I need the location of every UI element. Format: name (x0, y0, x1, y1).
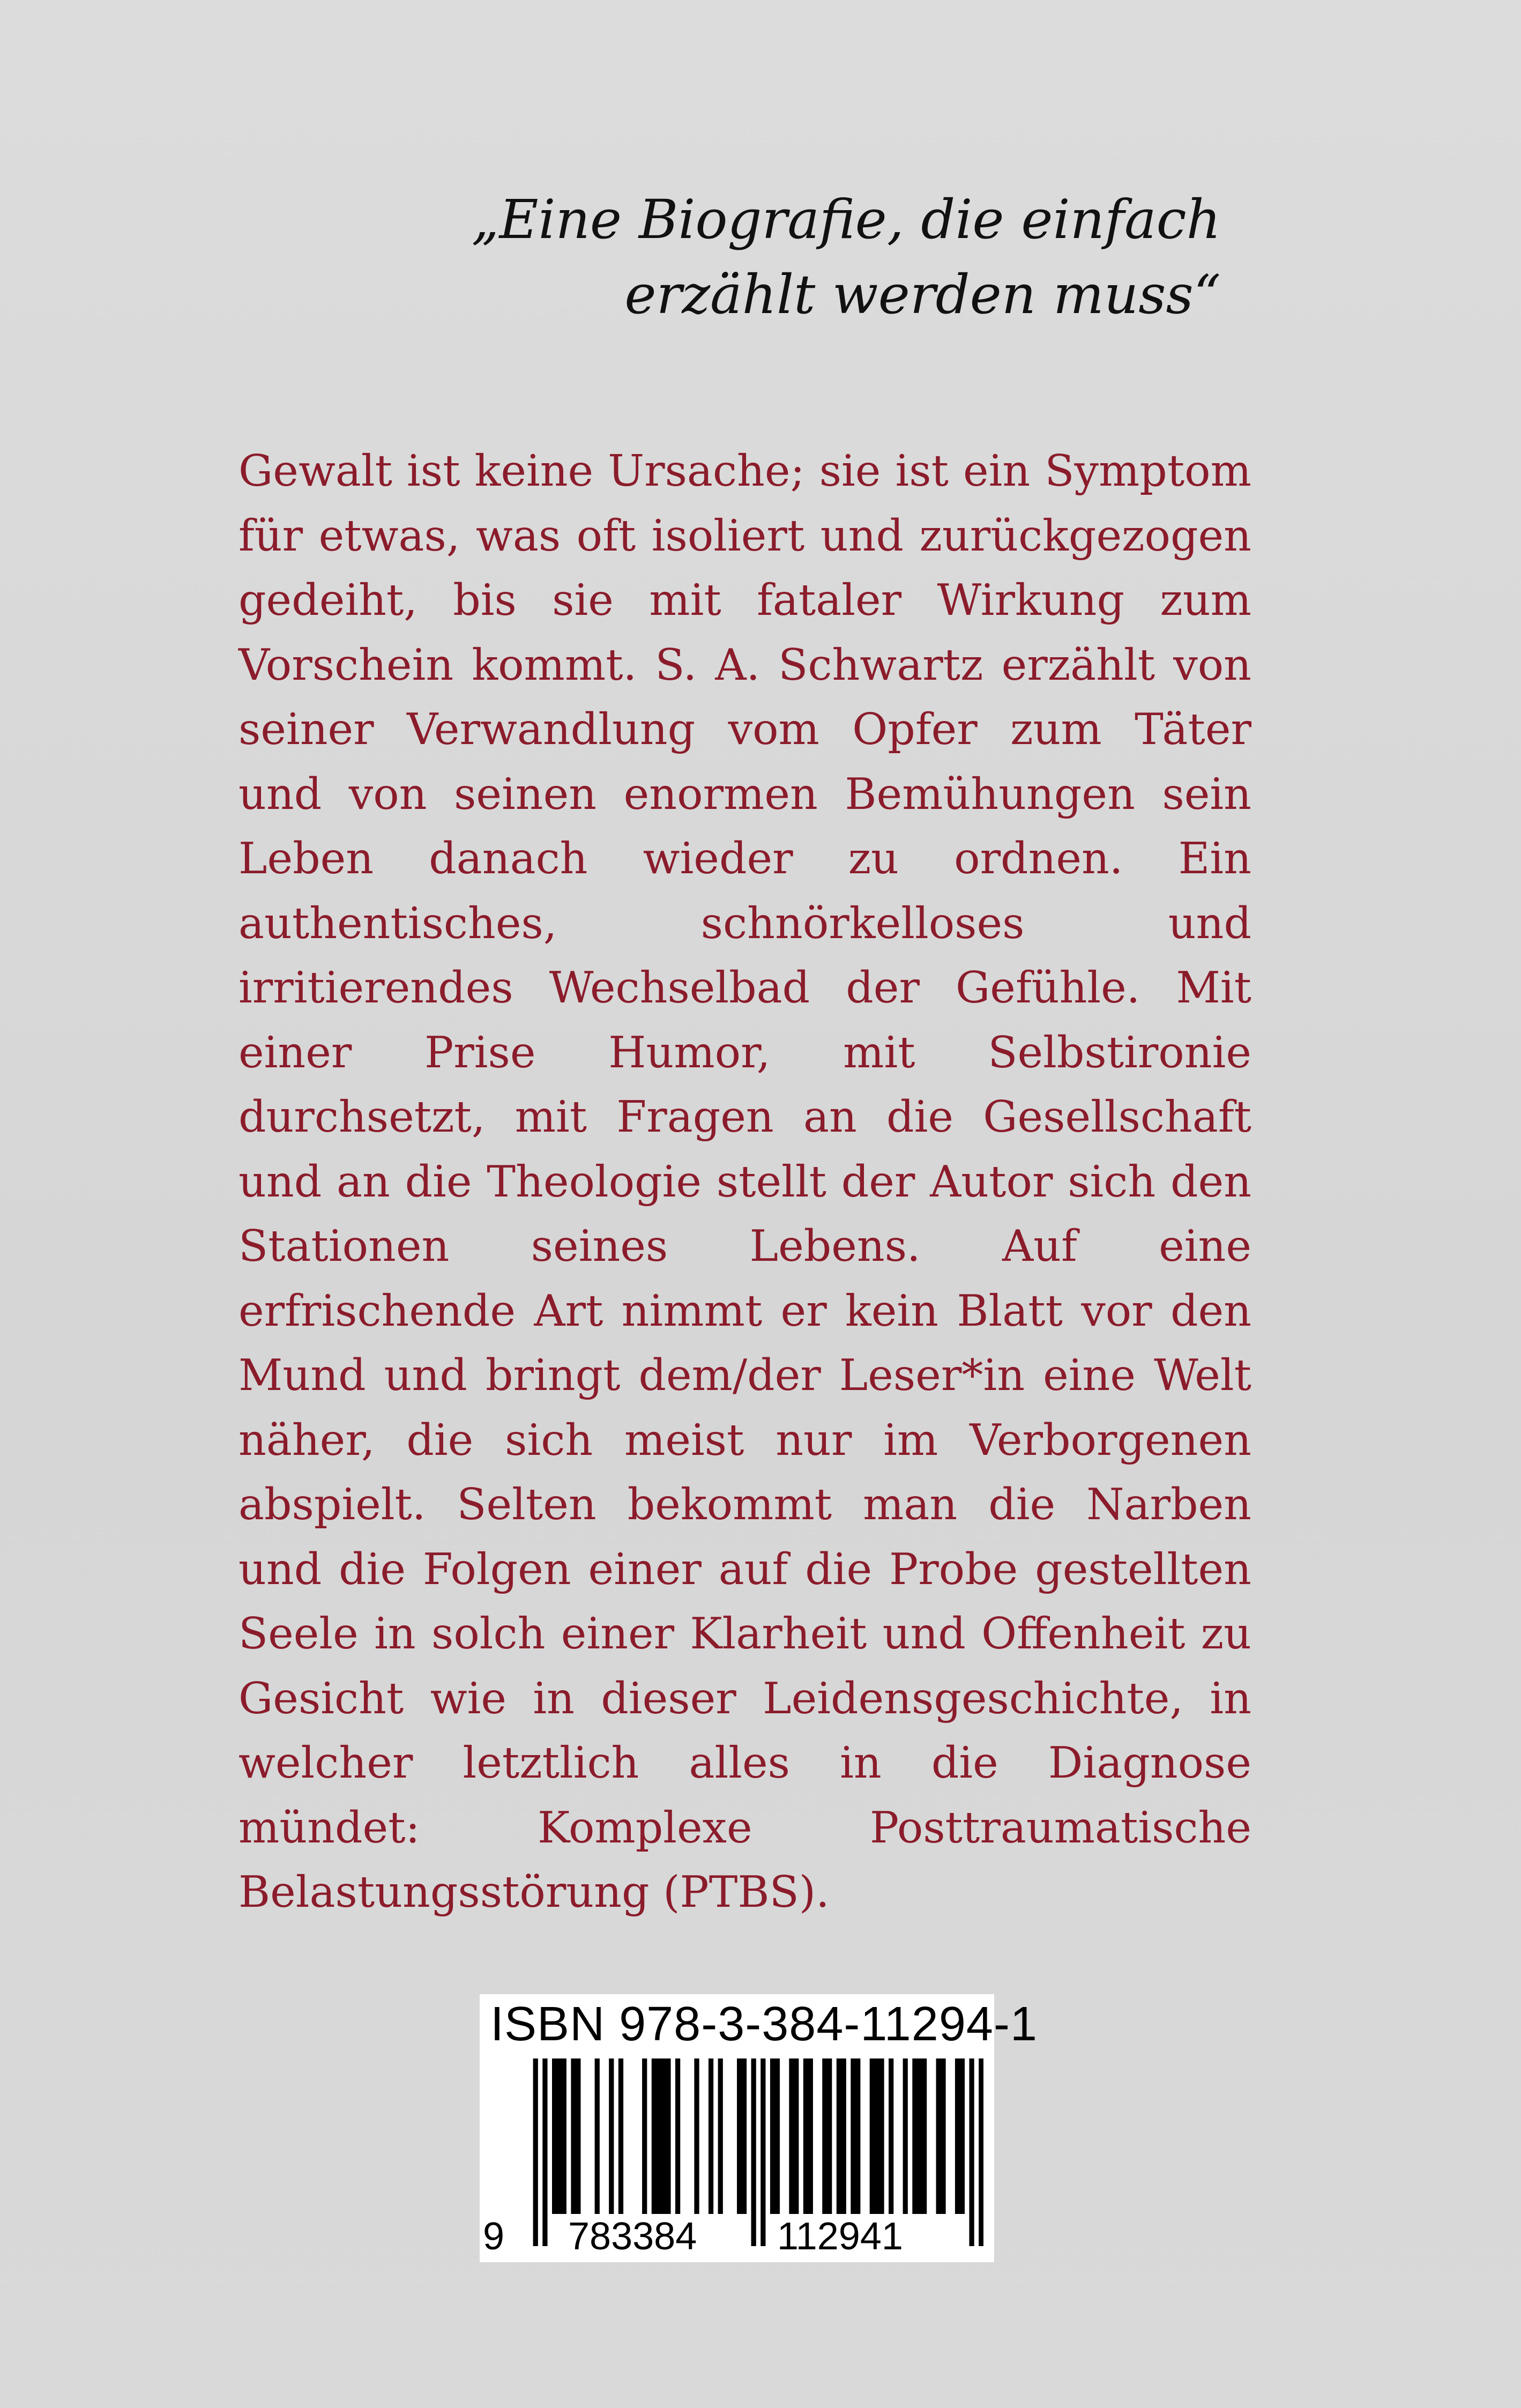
barcode-bar (770, 2058, 775, 2214)
barcode-digits-left: 783384 (568, 2215, 697, 2258)
barcode-bar (879, 2058, 884, 2214)
barcode-bar (742, 2058, 747, 2214)
barcode-bar (718, 2058, 723, 2214)
barcode-bar (789, 2058, 794, 2214)
barcode-bar (875, 2058, 879, 2214)
barcode-bar (557, 2058, 562, 2214)
barcode-bar (657, 2058, 661, 2214)
barcode-bar (870, 2058, 875, 2214)
barcode-bar (552, 2058, 557, 2214)
barcode-bar (960, 2058, 965, 2214)
barcode-bar (922, 2058, 927, 2214)
barcode-bar (666, 2058, 670, 2214)
barcode-bar (775, 2058, 780, 2214)
quote-line-2: erzählt werden muss“ (624, 263, 1221, 326)
barcode-guard-bar (979, 2058, 983, 2246)
barcode-bar (903, 2058, 908, 2214)
barcode-bar (936, 2058, 941, 2214)
barcode-bar (955, 2058, 960, 2214)
isbn-label: ISBN 978-3-384-11294-1 (490, 1997, 1038, 2051)
quote-line-1: „Eine Biografie, die einfach (471, 188, 1221, 251)
barcode-guard-bar (533, 2058, 538, 2246)
barcode-bar (855, 2058, 860, 2214)
barcode-guard-bar (969, 2058, 974, 2246)
barcode-bar (803, 2058, 808, 2214)
barcode-guard-bar (542, 2058, 547, 2246)
barcode-bar (675, 2058, 680, 2214)
barcode-bar (889, 2058, 893, 2214)
barcode-bar (618, 2058, 623, 2214)
barcode-bar (822, 2058, 827, 2214)
barcode-bar (794, 2058, 799, 2214)
barcode-guard-bar (751, 2058, 756, 2246)
barcode-bar (576, 2058, 580, 2214)
barcode-bar (562, 2058, 566, 2214)
barcode-bar (694, 2058, 699, 2214)
barcode-bar (595, 2058, 600, 2214)
barcode-digit-first: 9 (483, 2215, 505, 2258)
barcode-bar (652, 2058, 657, 2214)
barcode-digits-right: 112941 (777, 2215, 903, 2258)
barcode (490, 2058, 983, 2246)
barcode-bar (917, 2058, 922, 2214)
barcode-bar (709, 2058, 713, 2214)
barcode-bar (737, 2058, 742, 2214)
cover-quote (363, 182, 1221, 332)
barcode-bar (827, 2058, 832, 2214)
barcode-bar (841, 2058, 846, 2214)
isbn-barcode-block (480, 1994, 1038, 2262)
barcode-bar (912, 2058, 917, 2214)
barcode-bar (808, 2058, 813, 2214)
barcode-bar (642, 2058, 647, 2214)
barcode-bar (661, 2058, 666, 2214)
barcode-bar (609, 2058, 614, 2214)
barcode-guard-bar (760, 2058, 765, 2246)
barcode-bar (571, 2058, 576, 2214)
barcode-bar (851, 2058, 855, 2214)
blurb-text: Gewalt ist keine Ursache; sie ist ein Symptom für etwas, was oft isoliert und zurückgezogen gedeiht, bis sie mit fataler Wirkung zum Vorschein kommt. S. A. Schwartz erzählt von seiner Verwandlung vom Opfer zum Täter und von seinen enormen Bemühungen sein Leben danach wieder zu ordnen. Ein authentisches, schnörkelloses und irritierendes Wechselbad der Gefühle. Mit einer Prise Humor, mit Selbstironie durchsetzt, mit Fragen an die Gesellschaft und an die Theologie stellt der Autor sich den Stationen seines Lebens. Auf eine erfrischende Art nimmt er kein Blatt vor den Mund und bringt dem/der Leser*in eine Welt näher, die sich meist nur im Verborgenen abspielt. Selten bekommt man die Narben und die Folgen einer auf die Probe gestellten Seele in solch einer Klarheit und Offenheit zu Gesicht wie in dieser Leidensgeschichte, in welcher letztlich alles in die Diagnose mündet: Komplexe Posttraumatische Belastungsstörung (PTBS). (238, 445, 1251, 1917)
barcode-bar (941, 2058, 945, 2214)
barcode-bar (837, 2058, 841, 2214)
